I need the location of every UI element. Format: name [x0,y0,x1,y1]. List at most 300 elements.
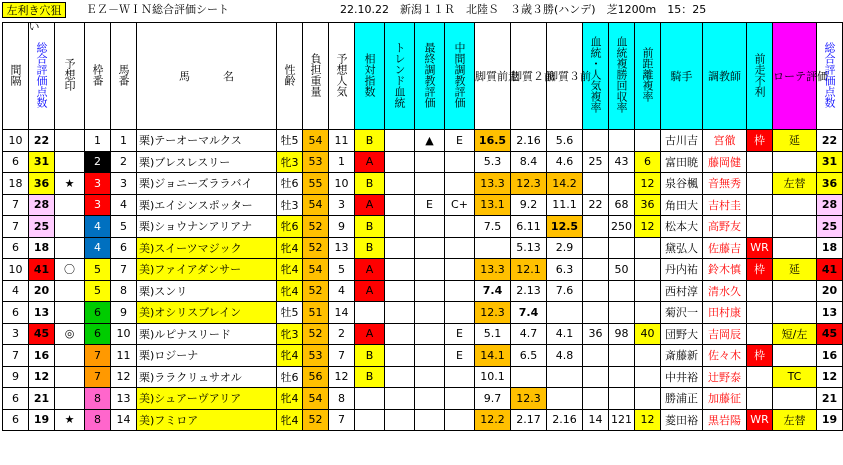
table-cell [773,302,817,324]
table-cell: 音無秀 [703,173,747,195]
table-cell: 55 [303,173,329,195]
title-left-label: 左利き穴狙い [2,2,66,18]
table-cell: 12 [29,366,55,388]
table-cell [773,194,817,216]
table-cell [583,302,609,324]
table-cell [415,409,445,431]
table-cell: 12 [635,409,661,431]
table-cell: 牡5 [277,302,303,324]
table-cell [385,409,415,431]
table-cell: 3 [85,194,111,216]
table-cell: 栗)テーオーマルクス [137,130,277,152]
table-cell [385,151,415,173]
table-cell [445,302,475,324]
column-header [609,23,635,130]
table-cell: 牡3 [277,194,303,216]
table-cell: 36 [29,173,55,195]
table-cell: 勝浦正 [661,388,703,410]
table-cell [415,345,445,367]
table-cell [609,280,635,302]
table-cell: 7 [85,366,111,388]
table-cell: 6 [3,302,29,324]
table-cell [635,280,661,302]
table-cell: 7 [85,345,111,367]
table-cell: 6 [3,151,29,173]
table-cell: 10 [111,323,137,345]
table-cell: 7 [3,345,29,367]
table-cell: 黒岩陽 [703,409,747,431]
table-cell: 2.16 [547,409,583,431]
table-cell: 牝4 [277,409,303,431]
column-header [703,23,747,130]
table-cell: 3 [3,323,29,345]
table-cell [55,151,85,173]
column-header-label: 騎手 [670,70,693,83]
table-row[interactable] [3,388,843,410]
table-cell: 角田大 [661,194,703,216]
table-cell: 4.6 [547,151,583,173]
table-cell [773,237,817,259]
table-cell [773,280,817,302]
table-cell: 56 [303,366,329,388]
table-cell [415,173,445,195]
column-header [137,23,277,130]
table-cell: 14 [583,409,609,431]
race-info: 22.10.22 新潟１１Ｒ 北陸Ｓ ３歳３勝(ハンデ) 芝1200m 15：25 [340,3,707,16]
column-header-label: 前距離複率 [641,47,654,102]
table-cell: E [445,130,475,152]
table-cell: 辻野泰 [703,366,747,388]
table-cell: 3 [329,194,355,216]
table-cell [547,388,583,410]
table-row[interactable] [3,194,843,216]
table-cell [55,366,85,388]
table-cell: 52 [303,323,329,345]
table-row[interactable] [3,130,843,152]
table-cell: 121 [609,409,635,431]
table-cell: 松本大 [661,216,703,238]
table-row[interactable] [3,323,843,345]
column-header [29,23,55,130]
table-cell: A [355,323,385,345]
table-cell: 5.1 [475,323,511,345]
table-cell: 5.6 [547,130,583,152]
table-cell: 12.3 [511,388,547,410]
table-cell: 4 [3,280,29,302]
column-header [773,23,828,130]
table-cell: 7 [3,216,29,238]
table-cell [55,345,85,367]
table-cell: 11 [111,345,137,367]
table-cell [609,388,635,410]
column-header-label: ローテ評価 [773,70,828,83]
table-cell: E [445,345,475,367]
table-cell: 12.5 [547,216,583,238]
table-cell [635,366,661,388]
table-cell: 牝4 [277,345,303,367]
column-header-label: 血統・人気複率 [589,36,602,113]
table-cell: 牝4 [277,280,303,302]
table-cell: 2 [111,151,137,173]
sheet-title: ＥＺ－ＷＩＮ総合評価シート [86,3,229,16]
table-cell: 泉谷楓 [661,173,703,195]
table-cell [415,237,445,259]
table-row[interactable] [3,259,843,281]
table-cell: 中井裕 [661,366,703,388]
table-cell: 西村淳 [661,280,703,302]
table-cell: B [355,216,385,238]
column-header-label: 脚質２前 [511,70,555,83]
table-cell [445,173,475,195]
table-cell: E [415,194,445,216]
table-cell: 2.13 [511,280,547,302]
table-cell: 2 [85,151,111,173]
table-cell: 2.17 [511,409,547,431]
table-cell: 5.3 [475,151,511,173]
table-cell: 佐藤吉 [703,237,747,259]
table-row[interactable] [3,173,843,195]
table-cell: 51 [303,302,329,324]
table-cell [385,323,415,345]
table-cell [385,216,415,238]
column-header [329,23,355,130]
table-cell: 4 [111,194,137,216]
table-cell: 2.9 [547,237,583,259]
table-cell: 佐々木 [703,345,747,367]
table-cell: 美)スイーツマジック [137,237,277,259]
table-cell: 栗)ショウナンアリアナ [137,216,277,238]
table-cell [475,237,511,259]
table-cell: 13 [817,302,843,324]
table-row[interactable] [3,409,843,431]
table-cell [635,259,661,281]
table-cell: 7.6 [547,280,583,302]
table-cell: 43 [609,151,635,173]
table-cell: 斎藤新 [661,345,703,367]
table-cell: 12.1 [511,259,547,281]
table-cell [609,237,635,259]
table-cell: 9 [329,216,355,238]
table-cell: 25 [817,216,843,238]
table-cell [583,216,609,238]
table-cell: 4 [85,237,111,259]
table-cell: A [355,259,385,281]
column-header-label: 総合評価点数 [823,41,836,108]
table-cell: 延 [773,259,817,281]
table-cell: 10 [3,259,29,281]
table-cell: 4.1 [547,323,583,345]
table-cell: 10 [3,130,29,152]
table-cell: 牡6 [277,366,303,388]
table-row[interactable] [3,280,843,302]
table-cell: 左替 [773,409,817,431]
table-cell: 黛弘人 [661,237,703,259]
table-cell: 12.3 [475,302,511,324]
column-header [303,23,329,130]
column-header [547,23,591,130]
table-cell [355,409,385,431]
table-cell: 加藤征 [703,388,747,410]
table-cell [773,151,817,173]
table-cell: 4 [85,216,111,238]
table-cell: 牝3 [277,151,303,173]
table-cell: 宮徹 [703,130,747,152]
column-header-label: 脚質前走 [475,70,519,83]
table-cell: 美)フミロア [137,409,277,431]
table-cell: 栗)ルピナスリード [137,323,277,345]
table-cell [445,237,475,259]
table-cell [415,323,445,345]
table-cell: 11 [329,130,355,152]
column-header [445,23,475,130]
table-cell: 52 [303,280,329,302]
table-cell [445,151,475,173]
table-cell: 7 [3,194,29,216]
table-cell [609,366,635,388]
table-cell: 13.1 [475,194,511,216]
table-cell [773,216,817,238]
table-cell [415,366,445,388]
table-cell [747,151,773,173]
table-cell [583,130,609,152]
table-cell: 10 [329,173,355,195]
table-cell: ◎ [55,323,85,345]
table-cell: ▲ [415,130,445,152]
table-cell [385,280,415,302]
table-cell: 12 [817,366,843,388]
table-cell: 菱田裕 [661,409,703,431]
table-cell: 4.8 [547,345,583,367]
table-cell [415,280,445,302]
table-cell [635,237,661,259]
table-cell: 栗)ララクリュサオル [137,366,277,388]
column-header [747,23,773,130]
table-cell [415,302,445,324]
table-cell [385,302,415,324]
table-cell: 13.3 [475,173,511,195]
table-cell: 2 [329,323,355,345]
table-cell [445,388,475,410]
table-cell: 枠 [747,345,773,367]
table-cell [773,388,817,410]
table-cell [55,130,85,152]
column-header [111,23,137,130]
table-row[interactable] [3,151,843,173]
table-body [3,130,843,431]
table-cell: ★ [55,173,85,195]
table-cell [547,366,583,388]
table-cell [747,216,773,238]
table-cell: 8 [85,409,111,431]
table-cell: 21 [817,388,843,410]
table-cell [583,366,609,388]
table-cell: 45 [817,323,843,345]
table-cell [747,173,773,195]
table-cell: 25 [29,216,55,238]
table-cell [635,130,661,152]
table-cell [609,302,635,324]
table-cell [635,345,661,367]
title-bar [0,0,826,33]
table-cell [445,216,475,238]
table-cell: 9 [111,302,137,324]
table-cell: 31 [817,151,843,173]
table-row[interactable] [3,237,843,259]
table-cell: 短/左 [773,323,817,345]
table-cell [55,237,85,259]
table-cell: 9 [3,366,29,388]
column-header-label: 前走不利 [753,52,766,97]
table-cell: 12 [329,366,355,388]
table-cell [415,259,445,281]
table-cell [55,280,85,302]
table-cell [445,366,475,388]
table-cell: B [355,173,385,195]
table-cell: 2.16 [511,130,547,152]
table-cell [583,237,609,259]
table-cell: 牝3 [277,323,303,345]
table-cell [747,302,773,324]
table-cell: C+ [445,194,475,216]
table-cell: 52 [303,216,329,238]
table-cell: 6 [111,237,137,259]
table-cell [609,130,635,152]
table-cell: 牡6 [277,173,303,195]
table-cell: 53 [303,345,329,367]
table-cell: 41 [817,259,843,281]
table-cell: 美)ファイアダンサー [137,259,277,281]
table-cell: 田村康 [703,302,747,324]
table-row[interactable] [3,302,843,324]
table-cell: 7 [329,345,355,367]
table-cell: 7.4 [511,302,547,324]
table-cell: 53 [303,151,329,173]
table-cell: 52 [303,237,329,259]
column-header [475,23,519,130]
table-cell: 5.13 [511,237,547,259]
table-cell: 16.5 [475,130,511,152]
table-cell [583,280,609,302]
table-cell: 40 [635,323,661,345]
table-cell: 12 [635,173,661,195]
column-header [385,23,415,130]
table-cell [445,259,475,281]
table-cell: 6.5 [511,345,547,367]
table-cell: 13 [329,237,355,259]
table-cell [747,194,773,216]
column-header-label: 馬番 [117,63,130,86]
table-cell: A [355,194,385,216]
table-cell: 牝6 [277,216,303,238]
table-cell: 丹内祐 [661,259,703,281]
header-row [3,23,843,130]
table-cell: 9.7 [475,388,511,410]
table-cell: 54 [303,130,329,152]
table-cell: 20 [817,280,843,302]
column-header-label: 相対指数 [363,52,376,97]
table-cell: 68 [609,194,635,216]
column-header-label: 中間調教評価 [453,41,466,108]
column-header-label: 負担重量 [309,52,322,97]
table-cell [747,388,773,410]
table-cell: E [445,323,475,345]
column-header [55,23,85,130]
table-cell [773,345,817,367]
table-cell: 吉村圭 [703,194,747,216]
table-cell: 5 [329,259,355,281]
table-cell: 清水久 [703,280,747,302]
table-cell [385,130,415,152]
table-cell: 6 [3,237,29,259]
table-cell: 栗)スンリ [137,280,277,302]
table-cell [55,388,85,410]
column-header [85,23,111,130]
table-cell [55,302,85,324]
table-cell: TC [773,366,817,388]
column-header-label: 予想人気 [335,52,348,97]
table-cell [415,388,445,410]
table-cell [583,259,609,281]
table-cell [511,366,547,388]
table-cell: 枠 [747,130,773,152]
table-cell: 41 [29,259,55,281]
column-header-label: 性齢 [283,63,296,86]
table-cell [609,345,635,367]
table-cell: 22 [29,130,55,152]
column-header-label: 枠番 [91,63,104,86]
table-cell: 22 [817,130,843,152]
table-cell: 6 [3,409,29,431]
table-cell: 栗)ジョニーズララバイ [137,173,277,195]
table-cell: 250 [609,216,635,238]
table-cell: 6.3 [547,259,583,281]
table-cell: 8 [85,388,111,410]
table-cell: B [355,366,385,388]
table-row[interactable] [3,216,843,238]
table-cell: 8 [111,280,137,302]
table-cell: 21 [29,388,55,410]
table-cell: 14.1 [475,345,511,367]
table-cell: 7.5 [475,216,511,238]
table-cell: 14 [111,409,137,431]
table-row[interactable] [3,366,843,388]
column-header [635,23,661,130]
table-row[interactable] [3,345,843,367]
table-cell: 12 [635,216,661,238]
table-cell: 1 [85,130,111,152]
table-cell: 28 [817,194,843,216]
table-cell: 6 [85,302,111,324]
table-cell [445,280,475,302]
table-cell: 延 [773,130,817,152]
table-cell: 16 [817,345,843,367]
table-cell: 7.4 [475,280,511,302]
table-cell: 12.3 [511,173,547,195]
table-cell: B [355,345,385,367]
table-cell: 7 [111,259,137,281]
table-cell [415,151,445,173]
table-cell [635,302,661,324]
table-cell [547,302,583,324]
table-cell: 16 [29,345,55,367]
table-cell: 6 [85,323,111,345]
table-cell: 11.1 [547,194,583,216]
column-header [415,23,445,130]
table-cell: 54 [303,388,329,410]
table-cell: 25 [583,151,609,173]
table-cell [415,216,445,238]
table-cell: 4 [329,280,355,302]
